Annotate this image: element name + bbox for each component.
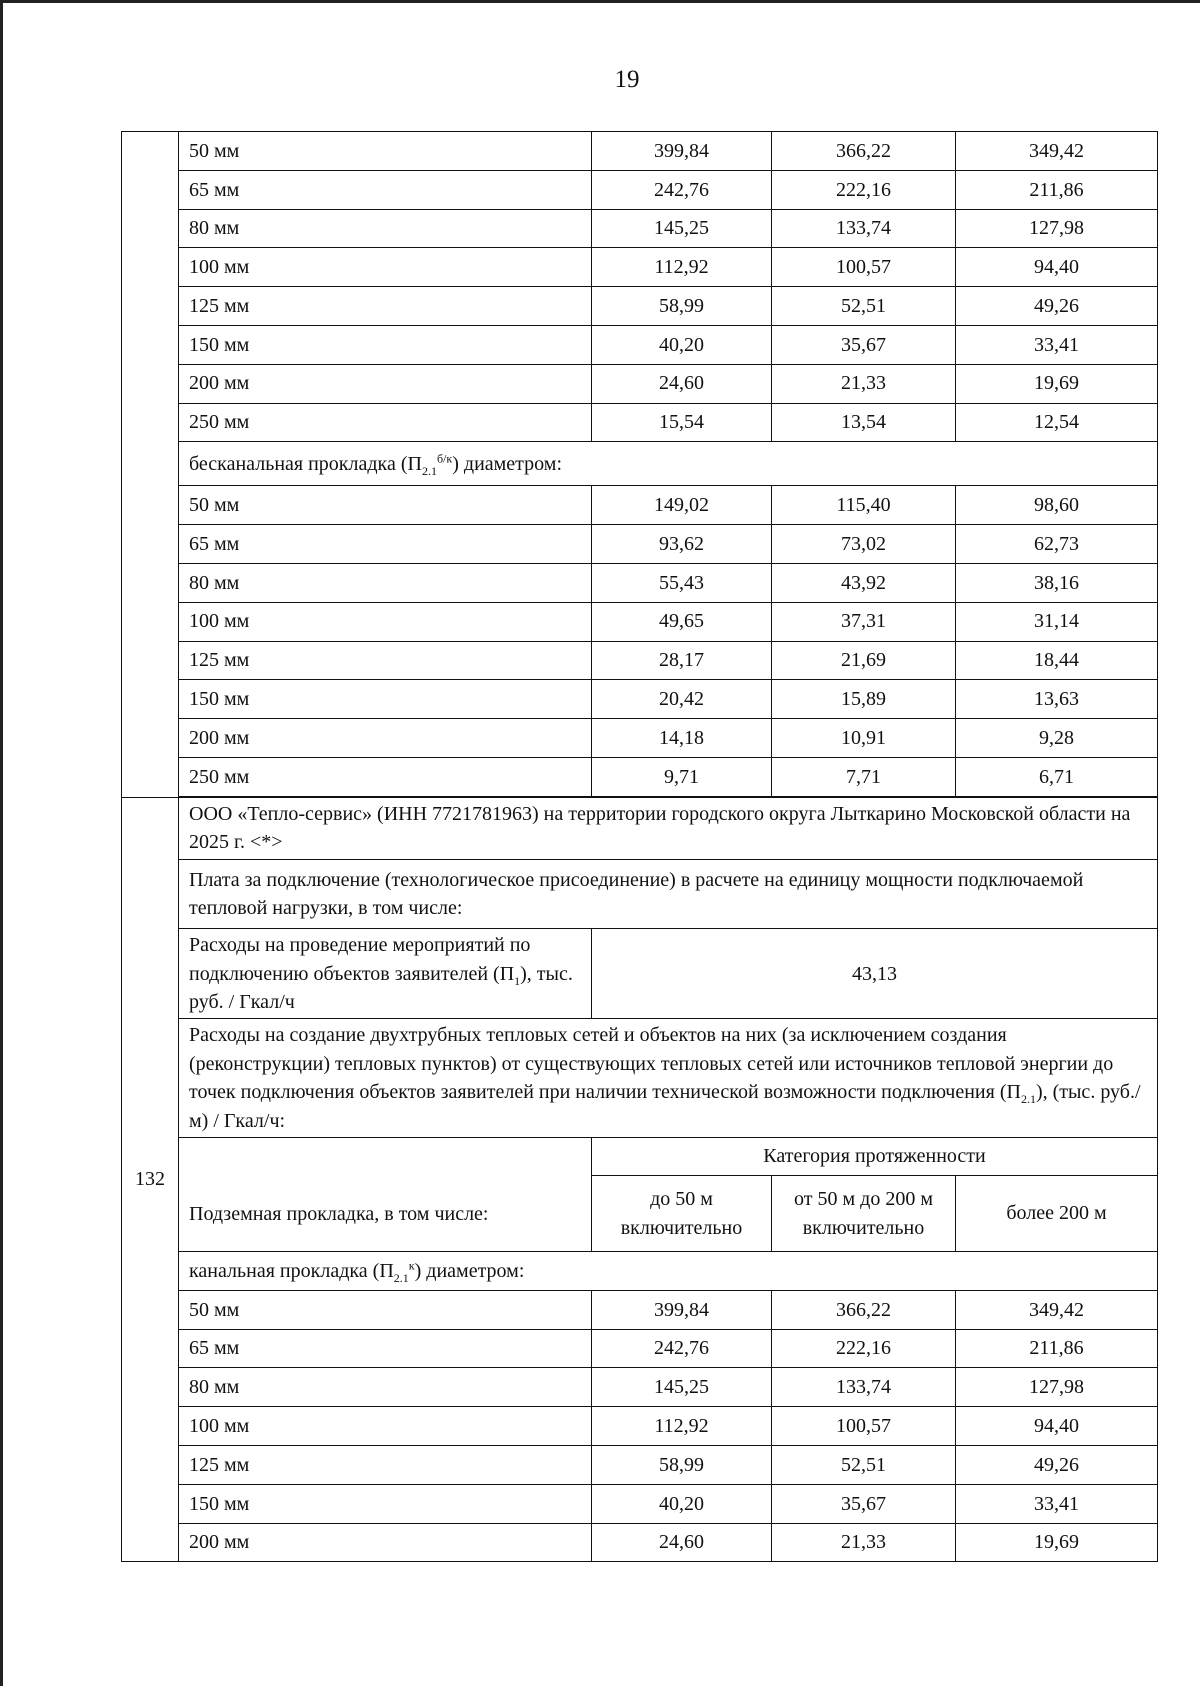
diameter-cell: 250 мм bbox=[179, 403, 592, 442]
category-over-200: более 200 м bbox=[956, 1176, 1158, 1252]
p1-row bbox=[122, 929, 1158, 1019]
value-cell: 52,51 bbox=[772, 287, 956, 326]
value-cell: 112,92 bbox=[592, 1407, 772, 1446]
table-row bbox=[122, 170, 1158, 209]
tariff-table bbox=[121, 131, 1158, 1562]
value-cell: 94,40 bbox=[956, 248, 1158, 287]
value-cell: 52,51 bbox=[772, 1446, 956, 1485]
diameter-cell: 50 мм bbox=[179, 1290, 592, 1329]
page-number: 19 bbox=[614, 66, 640, 93]
diameter-cell: 250 мм bbox=[179, 757, 592, 796]
table-row bbox=[122, 602, 1158, 641]
value-cell: 366,22 bbox=[772, 132, 956, 171]
fee-row bbox=[122, 859, 1158, 929]
table-row bbox=[122, 1329, 1158, 1368]
value-cell: 35,67 bbox=[772, 1484, 956, 1523]
value-cell: 349,42 bbox=[956, 1290, 1158, 1329]
diameter-cell: 150 мм bbox=[179, 325, 592, 364]
page-left-edge bbox=[0, 0, 3, 1686]
value-cell: 55,43 bbox=[592, 563, 772, 602]
value-cell: 7,71 bbox=[772, 757, 956, 796]
diameter-cell: 200 мм bbox=[179, 1523, 592, 1562]
diameter-cell: 150 мм bbox=[179, 680, 592, 719]
value-cell: 211,86 bbox=[956, 1329, 1158, 1368]
value-cell: 14,18 bbox=[592, 719, 772, 758]
table-row bbox=[122, 1368, 1158, 1407]
table-row bbox=[122, 525, 1158, 564]
value-cell: 35,67 bbox=[772, 325, 956, 364]
value-cell: 10,91 bbox=[772, 719, 956, 758]
table-row bbox=[122, 757, 1158, 796]
value-cell: 21,33 bbox=[772, 364, 956, 403]
value-cell: 24,60 bbox=[592, 364, 772, 403]
row-number-cell bbox=[122, 132, 179, 798]
value-cell: 31,14 bbox=[956, 602, 1158, 641]
value-cell: 9,28 bbox=[956, 719, 1158, 758]
table-row bbox=[122, 1523, 1158, 1562]
table-row bbox=[122, 641, 1158, 680]
diameter-cell: 50 мм bbox=[179, 486, 592, 525]
p1-label: Расходы на проведение мероприятий по подключению объектов заявителей $(П_1)$, тыс. руб. / Гкал/ч bbox=[179, 929, 592, 1019]
table-row bbox=[122, 1407, 1158, 1446]
value-cell: 93,62 bbox=[592, 525, 772, 564]
table-row bbox=[122, 1290, 1158, 1329]
entry-number: 132 bbox=[122, 797, 179, 1562]
value-cell: 127,98 bbox=[956, 1368, 1158, 1407]
value-cell: 40,20 bbox=[592, 1484, 772, 1523]
diameter-cell: 200 мм bbox=[179, 719, 592, 758]
value-cell: 73,02 bbox=[772, 525, 956, 564]
value-cell: 49,65 bbox=[592, 602, 772, 641]
underground-label: Подземная прокладка, в том числе: bbox=[179, 1138, 592, 1252]
value-cell: 100,57 bbox=[772, 1407, 956, 1446]
value-cell: 37,31 bbox=[772, 602, 956, 641]
diameter-cell: 125 мм bbox=[179, 287, 592, 326]
diameter-cell: 80 мм bbox=[179, 209, 592, 248]
table-row bbox=[122, 403, 1158, 442]
value-cell: 399,84 bbox=[592, 1290, 772, 1329]
table-row bbox=[122, 719, 1158, 758]
value-cell: 222,16 bbox=[772, 1329, 956, 1368]
value-cell: 366,22 bbox=[772, 1290, 956, 1329]
value-cell: 58,99 bbox=[592, 287, 772, 326]
value-cell: 13,63 bbox=[956, 680, 1158, 719]
section-row bbox=[122, 442, 1158, 486]
value-cell: 133,74 bbox=[772, 209, 956, 248]
category-header-row bbox=[122, 1138, 1158, 1176]
diameter-cell: 200 мм bbox=[179, 364, 592, 403]
entry-title: ООО «Тепло-сервис» (ИНН 7721781963) на территории городского округа Лыткарино Московской области на 2025 г. <*> bbox=[179, 797, 1158, 859]
table-row bbox=[122, 325, 1158, 364]
category-50-to-200: от 50 м до 200 м включительно bbox=[772, 1176, 956, 1252]
value-cell: 149,02 bbox=[592, 486, 772, 525]
value-cell: 13,54 bbox=[772, 403, 956, 442]
diameter-cell: 100 мм bbox=[179, 248, 592, 287]
diameter-cell: 65 мм bbox=[179, 1329, 592, 1368]
table-row bbox=[122, 287, 1158, 326]
diameter-cell: 100 мм bbox=[179, 1407, 592, 1446]
diameter-cell: 100 мм bbox=[179, 602, 592, 641]
diameter-cell: 65 мм bbox=[179, 170, 592, 209]
value-cell: 133,74 bbox=[772, 1368, 956, 1407]
value-cell: 94,40 bbox=[956, 1407, 1158, 1446]
value-cell: 242,76 bbox=[592, 1329, 772, 1368]
fee-description: Плата за подключение (технологическое присоединение) в расчете на единицу мощности подключаемой тепловой нагрузки, в том числе: bbox=[179, 859, 1158, 929]
value-cell: 28,17 bbox=[592, 641, 772, 680]
value-cell: 15,89 bbox=[772, 680, 956, 719]
table-row bbox=[122, 209, 1158, 248]
value-cell: 399,84 bbox=[592, 132, 772, 171]
value-cell: 33,41 bbox=[956, 325, 1158, 364]
table-row bbox=[122, 132, 1158, 171]
value-cell: 222,16 bbox=[772, 170, 956, 209]
value-cell: 12,54 bbox=[956, 403, 1158, 442]
beskanal-heading: бесканальная прокладка $(П_{2.1}^{б/к})$ диаметром: bbox=[179, 442, 1158, 486]
value-cell: 49,26 bbox=[956, 287, 1158, 326]
table-row bbox=[122, 1484, 1158, 1523]
value-cell: 112,92 bbox=[592, 248, 772, 287]
value-cell: 6,71 bbox=[956, 757, 1158, 796]
value-cell: 19,69 bbox=[956, 364, 1158, 403]
value-cell: 145,25 bbox=[592, 1368, 772, 1407]
value-cell: 349,42 bbox=[956, 132, 1158, 171]
value-cell: 40,20 bbox=[592, 325, 772, 364]
kanal-heading: канальная прокладка $(П_{2.1}^к)$ диаметром: bbox=[179, 1252, 1158, 1291]
entry-title-row bbox=[122, 797, 1158, 859]
diameter-cell: 150 мм bbox=[179, 1484, 592, 1523]
diameter-cell: 50 мм bbox=[179, 132, 592, 171]
value-cell: 127,98 bbox=[956, 209, 1158, 248]
value-cell: 15,54 bbox=[592, 403, 772, 442]
value-cell: 24,60 bbox=[592, 1523, 772, 1562]
diameter-cell: 125 мм bbox=[179, 641, 592, 680]
table-row bbox=[122, 563, 1158, 602]
value-cell: 18,44 bbox=[956, 641, 1158, 680]
diameter-cell: 65 мм bbox=[179, 525, 592, 564]
value-cell: 33,41 bbox=[956, 1484, 1158, 1523]
diameter-cell: 80 мм bbox=[179, 563, 592, 602]
value-cell: 49,26 bbox=[956, 1446, 1158, 1485]
value-cell: 100,57 bbox=[772, 248, 956, 287]
table-row bbox=[122, 1446, 1158, 1485]
section-row bbox=[122, 1252, 1158, 1291]
value-cell: 9,71 bbox=[592, 757, 772, 796]
value-cell: 62,73 bbox=[956, 525, 1158, 564]
table-row bbox=[122, 364, 1158, 403]
value-cell: 145,25 bbox=[592, 209, 772, 248]
p1-value: 43,13 bbox=[592, 929, 1158, 1019]
category-header: Категория протяженности bbox=[592, 1138, 1158, 1176]
value-cell: 211,86 bbox=[956, 170, 1158, 209]
p21-row bbox=[122, 1019, 1158, 1138]
diameter-cell: 80 мм bbox=[179, 1368, 592, 1407]
table-row bbox=[122, 248, 1158, 287]
page-top-edge bbox=[0, 0, 1200, 3]
value-cell: 19,69 bbox=[956, 1523, 1158, 1562]
value-cell: 58,99 bbox=[592, 1446, 772, 1485]
value-cell: 21,69 bbox=[772, 641, 956, 680]
table-row bbox=[122, 680, 1158, 719]
p21-description: Расходы на создание двухтрубных тепловых сетей и объектов на них (за исключением создания (реконструкции) тепловых пунктов) от существующих тепловых сетей или источников тепловой энергии до точек подключения объектов заявителей при наличии технической возможности подключения $(П_{2.1})$, (тыс. руб./м) / Гкал/ч: bbox=[179, 1019, 1158, 1138]
value-cell: 21,33 bbox=[772, 1523, 956, 1562]
diameter-cell: 125 мм bbox=[179, 1446, 592, 1485]
value-cell: 38,16 bbox=[956, 563, 1158, 602]
value-cell: 98,60 bbox=[956, 486, 1158, 525]
table-row bbox=[122, 486, 1158, 525]
value-cell: 242,76 bbox=[592, 170, 772, 209]
value-cell: 20,42 bbox=[592, 680, 772, 719]
value-cell: 43,92 bbox=[772, 563, 956, 602]
value-cell: 115,40 bbox=[772, 486, 956, 525]
category-up-to-50: до 50 м включительно bbox=[592, 1176, 772, 1252]
